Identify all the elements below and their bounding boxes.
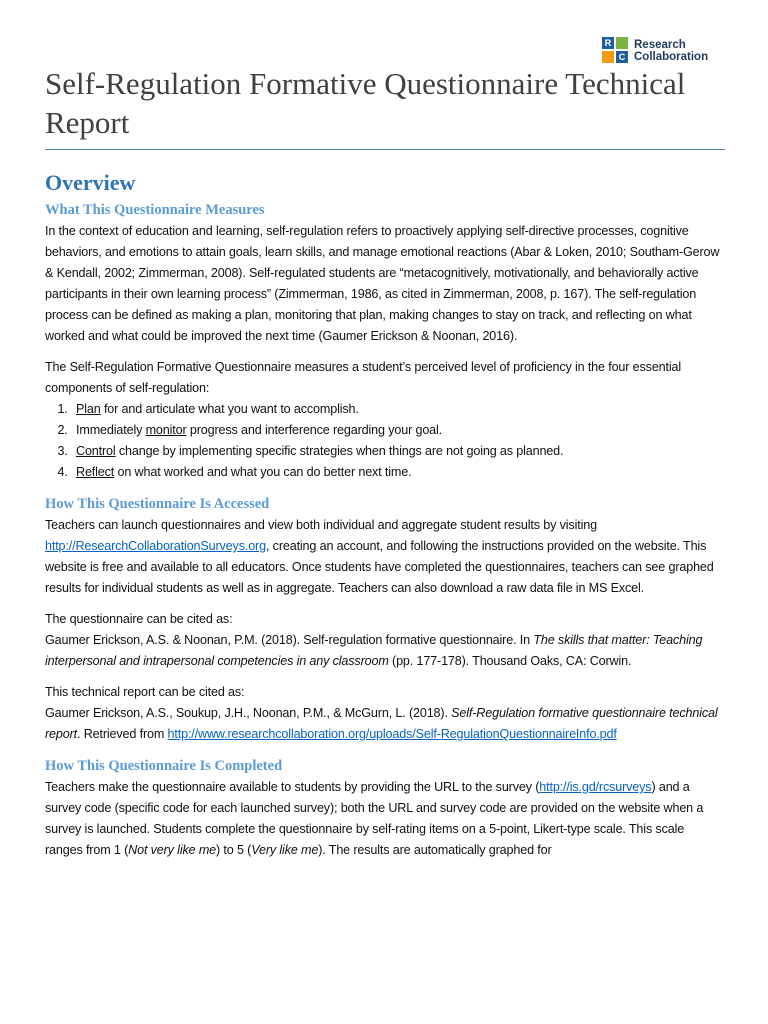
report-citation: Gaumer Erickson, A.S., Soukup, J.H., Noonan, P.M., & McGurn, L. (2018). Self-Regulation formative questionnaire technical report. Retrieved from http://www.researchcollaboration.org/uploads/Self-RegulationQuestionnaireInfo.pdf — [45, 706, 718, 741]
document-body — [45, 167, 725, 861]
measures-paragraph-1: In the context of education and learning, self-regulation refers to proactively applying self-directive processes, cognitive behaviors, and emotions to attain goals, learn skills, and manage emotional reactions (Abar & Loken, 2010; Southam-Gerow & Kendall, 2002; Zimmerman, 2008). Self-regulated students are “metacognitively, motivationally, and behaviorally active participants in their own learning process” (Zimmerman, 1986, as cited in Zimmerman, 2008, p. 167). The self-regulation process can be defined as making a plan, monitoring that plan, making changes to stay on track, and reflecting on what worked and what could be improved the next time (Gaumer Erickson & Noonan, 2016). — [45, 224, 720, 343]
title-divider — [45, 149, 725, 150]
logo-text-line2: Collaboration — [634, 50, 709, 63]
completed-heading: How This Questionnaire Is Completed — [45, 758, 283, 774]
overview-heading: Overview — [45, 170, 136, 195]
completed-paragraph: Teachers make the questionnaire available to students by providing the URL to the survey (http://is.gd/rcsurveys) and a survey code (specific code for each launched survey); both the URL and survey code are provided on the website when a survey is launched. Students complete the questionnaire by self-rating items on a 5-point, Likert-type scale. This scale ranges from 1 (Not very like me) to 5 (Very like me). The results are automatically graphed for — [45, 780, 704, 857]
questionnaire-citation: Gaumer Erickson, A.S. & Noonan, P.M. (2018). Self-regulation formative questionnaire. In The skills that matter: Teaching interpersonal and intrapersonal competencies in any classroom (pp. 177-178). Thousand Oaks, CA: Corwin. — [45, 633, 703, 668]
measures-heading: What This Questionnaire Measures — [45, 202, 265, 218]
report-cite-label: This technical report can be cited as: — [45, 685, 245, 699]
list-item: 1. Plan for and articulate what you want to accomplish. — [71, 399, 725, 420]
surveys-link[interactable]: http://ResearchCollaborationSurveys.org — [45, 539, 266, 553]
components-list — [45, 399, 725, 483]
logo-text-line1: Research — [634, 38, 686, 51]
rc-logo-icon: R C — [602, 37, 629, 64]
research-collaboration-logo — [602, 37, 708, 64]
list-item: 2. Immediately monitor progress and interference regarding your goal. — [71, 420, 725, 441]
list-item: 4. Reflect on what worked and what you can do better next time. — [71, 462, 725, 483]
accessed-heading: How This Questionnaire Is Accessed — [45, 496, 270, 512]
measures-paragraph-2: The Self-Regulation Formative Questionnaire measures a student’s perceived level of proficiency in the four essential components of self-regulation: — [45, 360, 682, 395]
rcsurveys-link[interactable]: http://is.gd/rcsurveys — [539, 780, 652, 794]
list-item: 3. Control change by implementing specific strategies when things are not going as planned. — [71, 441, 725, 462]
report-link[interactable]: http://www.researchcollaboration.org/uploads/Self-RegulationQuestionnaireInfo.pdf — [167, 727, 617, 741]
cite-label: The questionnaire can be cited as: — [45, 612, 233, 626]
page-title: Self-Regulation Formative Questionnaire Technical Report — [45, 66, 686, 140]
accessed-paragraph: Teachers can launch questionnaires and view both individual and aggregate student results by visiting http://ResearchCollaborationSurveys.org, creating an account, and following the instructions provided on the website. This website is free and available to all educators. Once students have completed the questionnaires, teachers can see graphed results for individual students as well as in aggregate. Teachers can also download a raw data file in MS Excel. — [45, 518, 714, 595]
